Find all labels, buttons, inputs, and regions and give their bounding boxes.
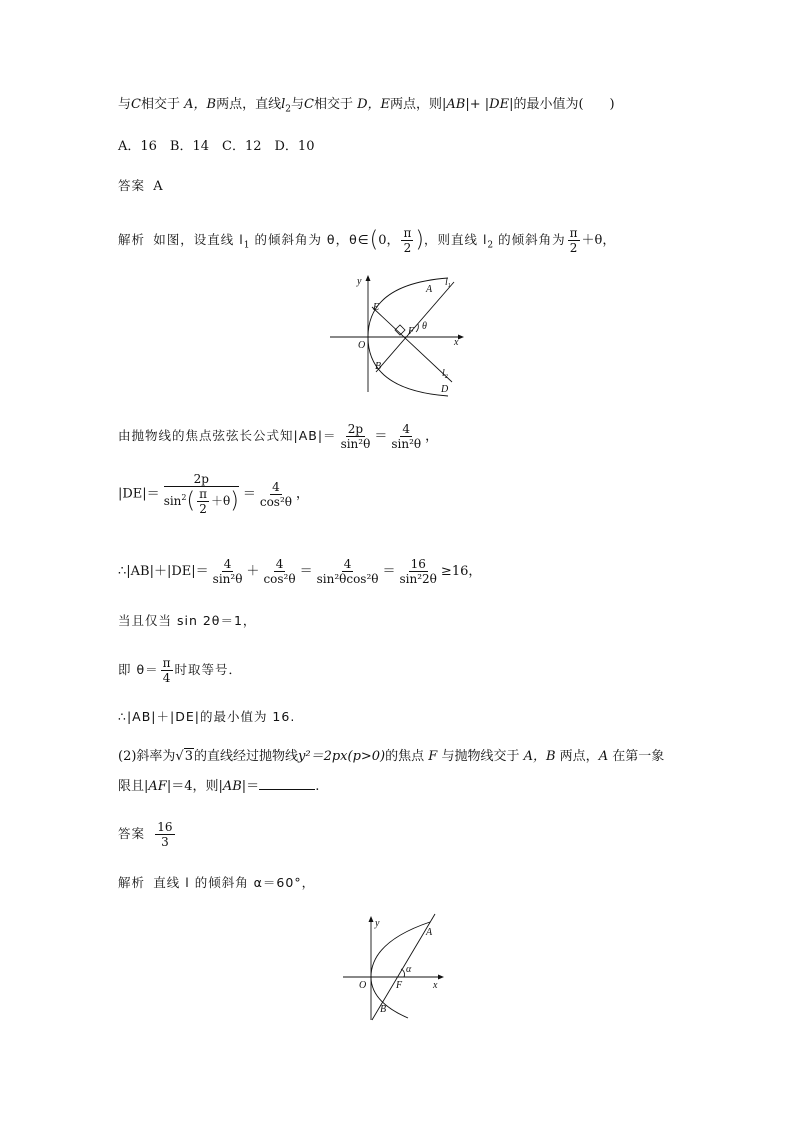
fig2-label-y: y bbox=[375, 918, 380, 929]
fig1-label-A: A bbox=[426, 284, 433, 295]
equality-theta: 即 θ＝ $\frac{\pi}{4}$ 时取等号． bbox=[118, 656, 243, 685]
answer2-line bbox=[118, 816, 177, 853]
answer-blank bbox=[259, 777, 315, 790]
fig1-label-B: B bbox=[375, 361, 382, 372]
fig2-label-B: B bbox=[380, 1004, 387, 1015]
answer2-label: 答案 bbox=[118, 826, 146, 841]
answer-value: A bbox=[153, 179, 163, 194]
fig1-label-x: x bbox=[454, 337, 459, 348]
answer-line bbox=[118, 177, 163, 196]
fig1-label-l2: $l_2$ bbox=[442, 368, 448, 380]
parabola-figure-2 bbox=[340, 912, 450, 1022]
analysis-label: 解析 bbox=[118, 232, 146, 247]
fig2-label-O: O bbox=[359, 980, 367, 991]
fig1-label-y: y bbox=[357, 276, 362, 287]
fig2-label-x: x bbox=[433, 980, 438, 991]
analysis-intro-line: 解析 如图，设直线 $l_1$ 的倾斜角为 θ，θ∈(0， $\frac{\pi}{2}$ )，则直线 $l_2$ 的倾斜角为 $\frac{\pi}{2}$ ＋θ， bbox=[118, 226, 616, 255]
question-stem-line: 与C相交于 A，B两点，直线$l_2$与C相交于 D，E两点，则|AB|+ |DE|的最小值为( ) bbox=[118, 97, 615, 115]
fig2-label-F: F bbox=[396, 980, 403, 991]
question2-stem-line1: (2)斜率为√3的直线经过抛物线y²＝2px(p>0)的焦点 F 与抛物线交于 A，B 两点，A 在第一象 bbox=[118, 749, 665, 764]
fig2-label-A: A bbox=[426, 927, 433, 938]
formula-ab: 由抛物线的焦点弦弦长公式知|AB|＝ $\frac{2p}{\text{sin²θ}}$ ＝ $\frac{4}{\text{sin²θ}}$ ， bbox=[118, 422, 439, 451]
fig1-label-F: F bbox=[408, 326, 415, 337]
fig1-label-E: E bbox=[373, 302, 380, 313]
answer2-fraction: $\frac{16}{3}$ bbox=[157, 820, 173, 849]
question-options: A．16 B．14 C．12 D．10 bbox=[118, 139, 315, 154]
equality-condition: 当且仅当 sin 2θ＝1， bbox=[118, 613, 257, 628]
fig1-label-l1: $l_1$ bbox=[445, 277, 451, 289]
fig1-label-D: D bbox=[441, 384, 449, 395]
conclusion-line: ∴|AB|＋|DE|的最小值为 16. bbox=[118, 709, 296, 724]
analysis2-label: 解析 bbox=[118, 875, 146, 890]
fig1-label-theta: θ bbox=[422, 321, 427, 332]
parabola-figure-1 bbox=[330, 272, 480, 397]
fig2-label-alpha: α bbox=[406, 964, 412, 975]
formula-de: |DE|＝ 2p $\sin^2$( $\frac{\pi}{2}$ ＋θ) ＝ $\frac{4}{\text{cos²θ}}$ ， bbox=[118, 472, 309, 516]
question2-stem-line2: 限且|AF|＝4，则|AB|＝ . bbox=[118, 779, 320, 794]
formula-sum: ∴|AB|＋|DE|＝ $\frac{4}{\text{sin²θ}}$ ＋ $\frac{4}{\text{cos²θ}}$ ＝ $\frac{4}{\text{sin²θcos²θ}}$ ＝ $\frac{16}{\text{sin²2θ}}$ ≥16， bbox=[118, 557, 482, 586]
analysis2-line: 解析 直线 l 的倾斜角 α＝60°， bbox=[118, 875, 316, 890]
answer-label: 答案 bbox=[118, 178, 146, 193]
fig1-label-O: O bbox=[358, 340, 366, 351]
